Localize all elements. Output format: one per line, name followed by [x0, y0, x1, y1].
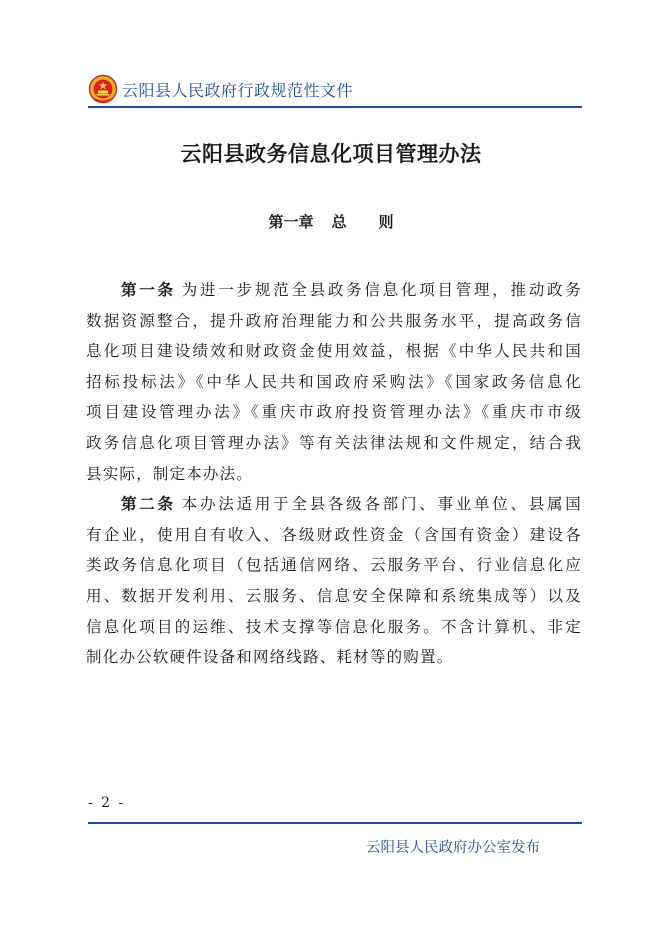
article-line: 有企业，使用自有收入、各级财政性资金（含国有资金）建设各 [86, 525, 582, 544]
article-text: 为进一步规范全县政务信息化项目管理，推动政务 [181, 281, 582, 299]
article-line [86, 275, 582, 306]
chapter-number: 第一章 [268, 213, 314, 231]
article-line: 县实际，制定本办法。 [86, 464, 254, 483]
chapter-name-part1: 总 [331, 213, 347, 231]
header-title: 云阳县人民政府行政规范性文件 [122, 80, 354, 100]
header-divider [88, 106, 582, 108]
article-line: 类政务信息化项目（包括通信网络、云服务平台、行业信息化应 [86, 556, 582, 575]
article-line [86, 489, 582, 520]
article-line: 制化办公软硬件设备和网络线路、耗材等的购置。 [86, 648, 454, 667]
article-line: 政务信息化项目管理办法》等有关法律法规和文件规定，结合我 [86, 433, 582, 452]
article-line: 数据资源整合，提升政府治理能力和公共服务水平，提高政务信 [86, 311, 582, 330]
article-line: 息化项目建设绩效和财政资金使用效益，根据《中华人民共和国 [86, 342, 582, 361]
chapter-name-part2: 则 [378, 213, 394, 231]
article-text: 本办法适用于全县各级各部门、事业单位、县属国 [181, 495, 582, 514]
footer-divider [88, 822, 582, 824]
article-2 [86, 489, 582, 673]
article-line: 信息化项目的运维、技术支撑等信息化服务。不含计算机、非定 [86, 617, 582, 636]
article-1 [86, 275, 582, 489]
article-line: 招标投标法》《中华人民共和国政府采购法》《国家政务信息化 [86, 372, 582, 391]
national-emblem-icon [88, 74, 118, 104]
article-line: 用、数据开发利用、云服务、信息安全保障和系统集成等）以及 [86, 586, 582, 605]
article-number: 第一条 [121, 281, 176, 299]
article-number: 第二条 [121, 495, 176, 514]
chapter-heading [0, 211, 662, 232]
article-line: 项目建设管理办法》《重庆市政府投资管理办法》《重庆市市级 [86, 403, 582, 422]
footer-publisher: 云阳县人民政府办公室发布 [366, 840, 540, 856]
page-number: - 2 - [88, 795, 126, 811]
document-header [88, 73, 582, 105]
document-title: 云阳县政务信息化项目管理办法 [180, 142, 482, 166]
document-body [86, 275, 582, 673]
